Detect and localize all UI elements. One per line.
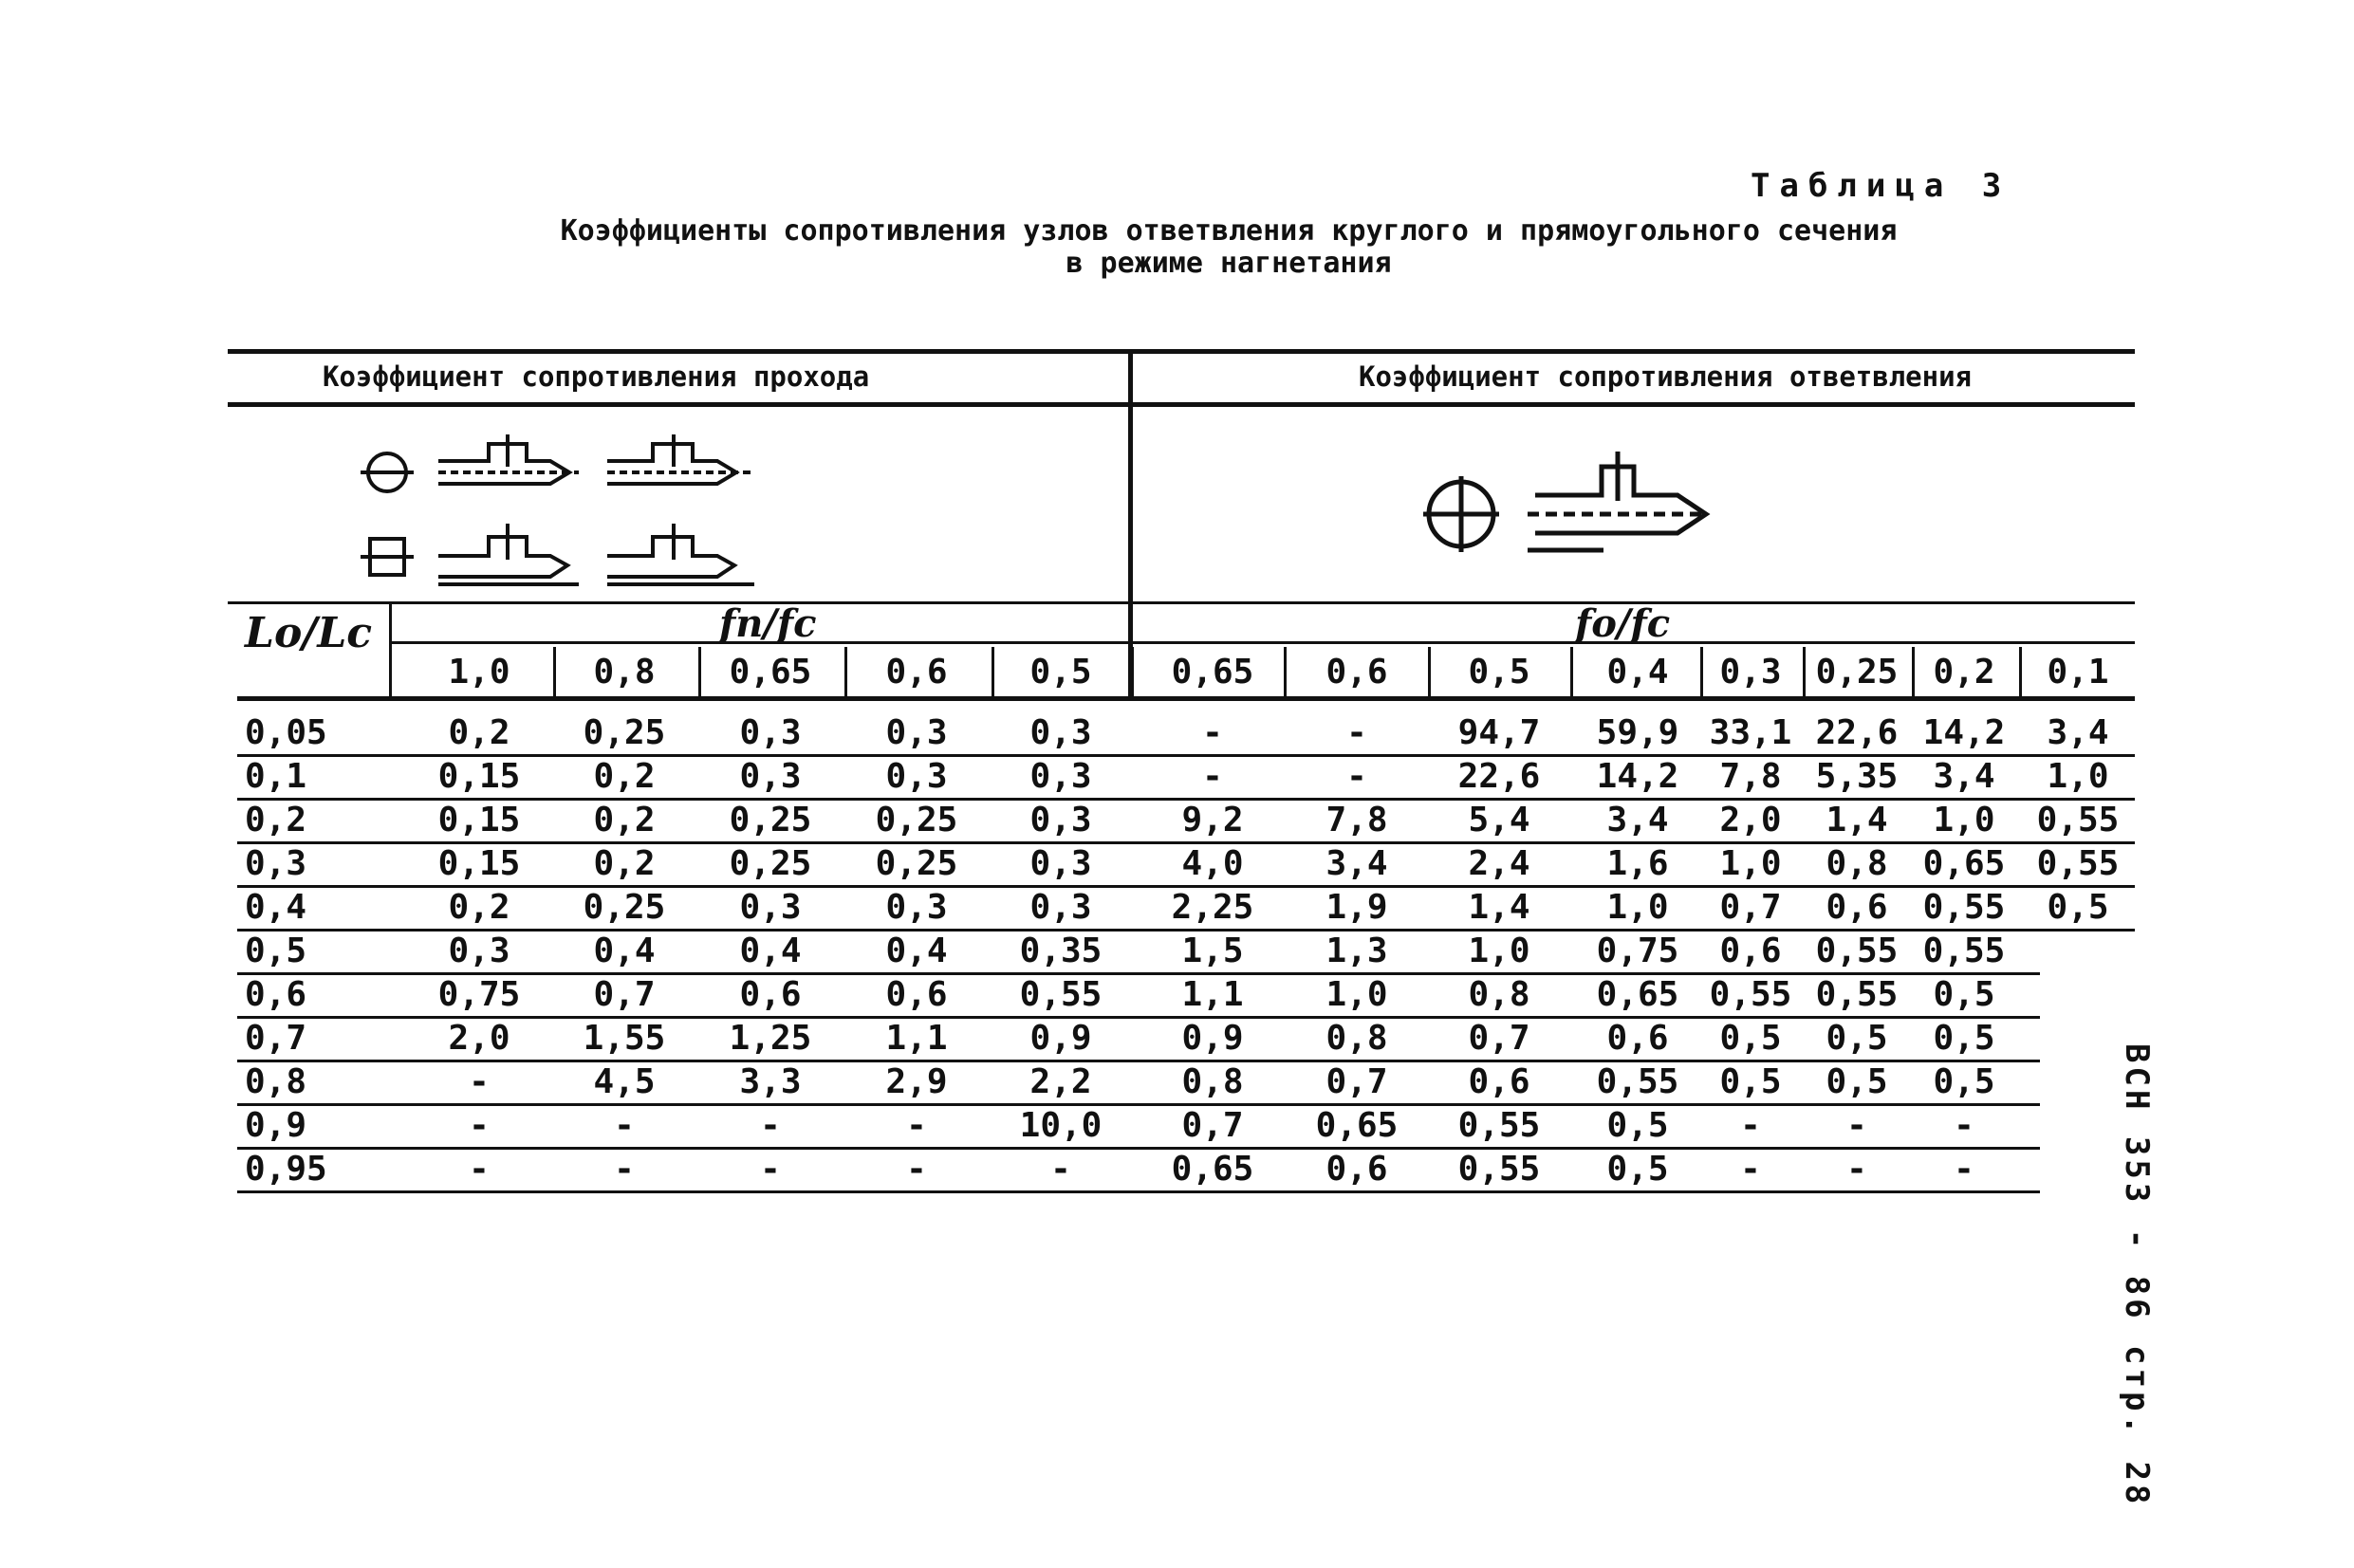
table-cell: 0,65 <box>1596 975 1679 1014</box>
table-cell: 0,3 <box>885 757 948 796</box>
table-cell: 0,2 <box>593 801 656 839</box>
table-cell: 0,6 <box>1826 888 1888 927</box>
table-cell: - <box>614 1150 635 1189</box>
table-cell: 0,25 <box>875 801 958 839</box>
table-cell: - <box>469 1150 490 1189</box>
table-cell: 2,4 <box>1468 844 1530 883</box>
branch-group-title: Коэффициент сопротивления ответвления <box>1359 360 1973 393</box>
column-divider <box>1131 647 1134 696</box>
table-cell: 0,3 <box>739 757 802 796</box>
table-cell: 0,2 <box>593 757 656 796</box>
table-cell: 0,3 <box>1029 801 1092 839</box>
table-cell: 0,8 <box>1468 975 1530 1014</box>
column-header: 0,65 <box>729 653 812 692</box>
passage-group-title: Коэффициент сопротивления прохода <box>323 360 870 393</box>
table-cell: 0,75 <box>437 975 521 1014</box>
table-cell: 0,55 <box>1019 975 1103 1014</box>
column-header: 0,3 <box>1719 653 1782 692</box>
table-cell: 3,4 <box>1325 844 1388 883</box>
table-cell: 1,1 <box>885 1019 948 1058</box>
table-cell: 1,55 <box>583 1019 666 1058</box>
table-cell: 7,8 <box>1719 757 1782 796</box>
table-cell: 22,6 <box>1457 757 1541 796</box>
table-cell: 0,55 <box>1596 1062 1679 1101</box>
table-cell: 4,0 <box>1181 844 1244 883</box>
column-divider <box>844 647 847 696</box>
column-divider <box>1428 647 1431 696</box>
column-header: 0,5 <box>1468 653 1530 692</box>
column-header-rule <box>237 696 2135 701</box>
row-label: 0,5 <box>245 932 307 970</box>
table-cell: 5,35 <box>1815 757 1899 796</box>
tee-branch-icon <box>1528 452 1708 550</box>
table-cell: 0,3 <box>885 713 948 752</box>
row-label: 0,95 <box>245 1150 327 1189</box>
table-cell: 22,6 <box>1815 713 1899 752</box>
row-label: 0,4 <box>245 888 307 927</box>
column-divider <box>553 647 556 696</box>
table-cell: 1,0 <box>1468 932 1530 970</box>
table-cell: 1,0 <box>1719 844 1782 883</box>
table-top-rule <box>228 349 2135 354</box>
column-divider <box>698 647 701 696</box>
table-cell: 2,0 <box>1719 801 1782 839</box>
table-cell: 1,4 <box>1468 888 1530 927</box>
table-cell: 0,75 <box>1596 932 1679 970</box>
table-cell: 1,5 <box>1181 932 1244 970</box>
table-cell: 0,6 <box>1325 1150 1388 1189</box>
table-cell: 0,6 <box>1606 1019 1669 1058</box>
table-cell: 0,5 <box>1719 1019 1782 1058</box>
table-cell: 3,3 <box>739 1062 802 1101</box>
table-cell: 0,55 <box>2036 801 2120 839</box>
column-header: 0,2 <box>1933 653 1995 692</box>
table-cell: 0,6 <box>739 975 802 1014</box>
table-cell: 0,25 <box>583 888 666 927</box>
table-cell: 7,8 <box>1325 801 1388 839</box>
table-cell: 2,0 <box>448 1019 510 1058</box>
table-cell: 0,5 <box>1826 1019 1888 1058</box>
table-cell: 1,0 <box>1325 975 1388 1014</box>
table-cell: 0,3 <box>1029 713 1092 752</box>
table-cell: 0,3 <box>1029 757 1092 796</box>
row-label: 0,8 <box>245 1062 307 1101</box>
row-label: 0,7 <box>245 1019 307 1058</box>
column-header: 0,6 <box>1325 653 1388 692</box>
table-cell: - <box>1202 713 1223 752</box>
table-cell: 0,5 <box>1719 1062 1782 1101</box>
table-cell: 0,4 <box>885 932 948 970</box>
column-divider <box>1700 647 1703 696</box>
column-header: 0,65 <box>1171 653 1254 692</box>
table-cell: 1,1 <box>1181 975 1244 1014</box>
row-label: 0,1 <box>245 757 307 796</box>
rectangular-section-icon <box>361 539 414 575</box>
table-cell: 0,3 <box>885 888 948 927</box>
table-cell: - <box>614 1106 635 1145</box>
column-divider <box>1570 647 1573 696</box>
table-cell: - <box>1846 1150 1867 1189</box>
table-cell: 0,5 <box>1933 1019 1995 1058</box>
branch-area-ratio-header: fо/fс <box>1575 601 1671 646</box>
row-label: 0,3 <box>245 844 307 883</box>
table-cell: 0,2 <box>448 713 510 752</box>
row-label: 0,05 <box>245 713 327 752</box>
table-cell: 0,4 <box>593 932 656 970</box>
table-cell: 3,4 <box>2047 713 2109 752</box>
table-cell: 0,35 <box>1019 932 1103 970</box>
table-cell: 0,25 <box>875 844 958 883</box>
table-cell: 0,3 <box>448 932 510 970</box>
tee-branch-icon <box>607 434 754 584</box>
table-cell: - <box>1202 757 1223 796</box>
table-cell: 0,6 <box>1468 1062 1530 1101</box>
table-cell: 0,5 <box>2047 888 2109 927</box>
table-cell: 1,25 <box>729 1019 812 1058</box>
table-cell: 0,2 <box>448 888 510 927</box>
table-cell: 0,8 <box>1181 1062 1244 1101</box>
column-header: 0,5 <box>1029 653 1092 692</box>
column-divider <box>1912 647 1915 696</box>
table-cell: - <box>1346 757 1367 796</box>
table-cell: 0,3 <box>1029 888 1092 927</box>
table-cell: 2,2 <box>1029 1062 1092 1101</box>
table-cell: 0,55 <box>1922 888 2006 927</box>
table-cell: 14,2 <box>1922 713 2006 752</box>
row-label: 0,9 <box>245 1106 307 1145</box>
crosshair-circle-icon <box>1423 476 1499 552</box>
table-cell: 1,0 <box>1606 888 1669 927</box>
table-cell: - <box>1740 1150 1761 1189</box>
table-cell: 0,3 <box>739 713 802 752</box>
table-cell: 0,55 <box>1815 975 1899 1014</box>
column-header: 0,6 <box>885 653 948 692</box>
table-cell: 0,25 <box>729 801 812 839</box>
document-code: ВСН 353 - 86 стр. 28 <box>2118 1043 2156 1508</box>
table-cell: 0,4 <box>739 932 802 970</box>
table-cell: 1,3 <box>1325 932 1388 970</box>
table-cell: 94,7 <box>1457 713 1541 752</box>
table-cell: 1,0 <box>2047 757 2109 796</box>
table-cell: - <box>469 1106 490 1145</box>
table-cell: 0,55 <box>1457 1106 1541 1145</box>
table-cell: 0,55 <box>2036 844 2120 883</box>
table-title: Коэффициенты сопротивления узлов ответвления круглого и прямоугольного сечения <box>560 214 1898 248</box>
round-section-icon <box>361 453 414 491</box>
table-cell: 33,1 <box>1709 713 1792 752</box>
table-cell: - <box>760 1150 781 1189</box>
table-cell: 0,9 <box>1029 1019 1092 1058</box>
branch-diagram <box>1423 446 1746 560</box>
table-cell: 0,5 <box>1606 1150 1669 1189</box>
subheader-rule <box>389 641 2135 644</box>
table-cell: 0,5 <box>1933 1062 1995 1101</box>
row-label: 0,2 <box>245 801 307 839</box>
row-label: 0,6 <box>245 975 307 1014</box>
table-cell: 9,2 <box>1181 801 1244 839</box>
table-cell: 0,55 <box>1815 932 1899 970</box>
table-cell: - <box>1954 1106 1974 1145</box>
table-cell: 0,25 <box>583 713 666 752</box>
table-cell: 0,5 <box>1826 1062 1888 1101</box>
group-header-rule <box>228 402 2135 407</box>
column-divider <box>2019 647 2022 696</box>
table-cell: - <box>1050 1150 1071 1189</box>
table-cell: 0,7 <box>1181 1106 1244 1145</box>
table-cell: - <box>1740 1106 1761 1145</box>
table-cell: 2,25 <box>1171 888 1254 927</box>
table-cell: - <box>469 1062 490 1101</box>
table-cell: 0,65 <box>1171 1150 1254 1189</box>
table-cell: - <box>906 1106 927 1145</box>
table-cell: 1,0 <box>1933 801 1995 839</box>
table-cell: 59,9 <box>1596 713 1679 752</box>
row-rule <box>237 1190 2040 1193</box>
table-number-label: Таблица 3 <box>1751 167 2011 205</box>
table-cell: 0,15 <box>437 844 521 883</box>
row-label-divider <box>389 601 392 696</box>
table-cell: 0,15 <box>437 757 521 796</box>
table-cell: - <box>1846 1106 1867 1145</box>
table-cell: 1,4 <box>1826 801 1888 839</box>
column-divider <box>992 647 994 696</box>
row-label-header: Lо/Lс <box>245 609 373 657</box>
column-header: 1,0 <box>448 653 510 692</box>
passage-area-ratio-header: fп/fс <box>719 601 817 646</box>
table-cell: 0,3 <box>1029 844 1092 883</box>
table-cell: - <box>1346 713 1367 752</box>
table-cell: 0,7 <box>1325 1062 1388 1101</box>
passage-diagram <box>351 417 778 598</box>
table-cell: 0,3 <box>739 888 802 927</box>
table-cell: 0,6 <box>1719 932 1782 970</box>
table-cell: 0,5 <box>1606 1106 1669 1145</box>
column-header: 0,25 <box>1815 653 1899 692</box>
table-cell: 1,6 <box>1606 844 1669 883</box>
column-divider <box>1284 647 1287 696</box>
table-cell: 0,6 <box>885 975 948 1014</box>
table-cell: 0,2 <box>593 844 656 883</box>
table-cell: - <box>760 1106 781 1145</box>
table-cell: 0,8 <box>1325 1019 1388 1058</box>
tee-passage-icon <box>438 434 579 584</box>
table-cell: - <box>906 1150 927 1189</box>
table-cell: 2,9 <box>885 1062 948 1101</box>
table-cell: 0,55 <box>1457 1150 1541 1189</box>
table-cell: 3,4 <box>1933 757 1995 796</box>
diagram-bottom-rule <box>228 601 2135 604</box>
group-divider <box>1128 349 1133 696</box>
column-header: 0,1 <box>2047 653 2109 692</box>
table-cell: 5,4 <box>1468 801 1530 839</box>
table-cell: 3,4 <box>1606 801 1669 839</box>
table-cell: 0,55 <box>1922 932 2006 970</box>
column-header: 0,8 <box>593 653 656 692</box>
table-cell: 0,8 <box>1826 844 1888 883</box>
table-cell: 0,5 <box>1933 975 1995 1014</box>
table-cell: 0,9 <box>1181 1019 1244 1058</box>
table-cell: 4,5 <box>593 1062 656 1101</box>
column-header: 0,4 <box>1606 653 1669 692</box>
table-cell: 0,25 <box>729 844 812 883</box>
table-cell: 0,65 <box>1922 844 2006 883</box>
table-cell: 0,7 <box>1468 1019 1530 1058</box>
table-cell: 0,7 <box>593 975 656 1014</box>
table-cell: 0,15 <box>437 801 521 839</box>
table-cell: 0,55 <box>1709 975 1792 1014</box>
table-subtitle: в режиме нагнетания <box>1066 247 1392 280</box>
table-cell: 0,65 <box>1315 1106 1399 1145</box>
table-cell: 14,2 <box>1596 757 1679 796</box>
table-cell: 0,7 <box>1719 888 1782 927</box>
table-cell: - <box>1954 1150 1974 1189</box>
table-cell: 10,0 <box>1019 1106 1103 1145</box>
table-cell: 1,9 <box>1325 888 1388 927</box>
column-divider <box>1803 647 1806 696</box>
